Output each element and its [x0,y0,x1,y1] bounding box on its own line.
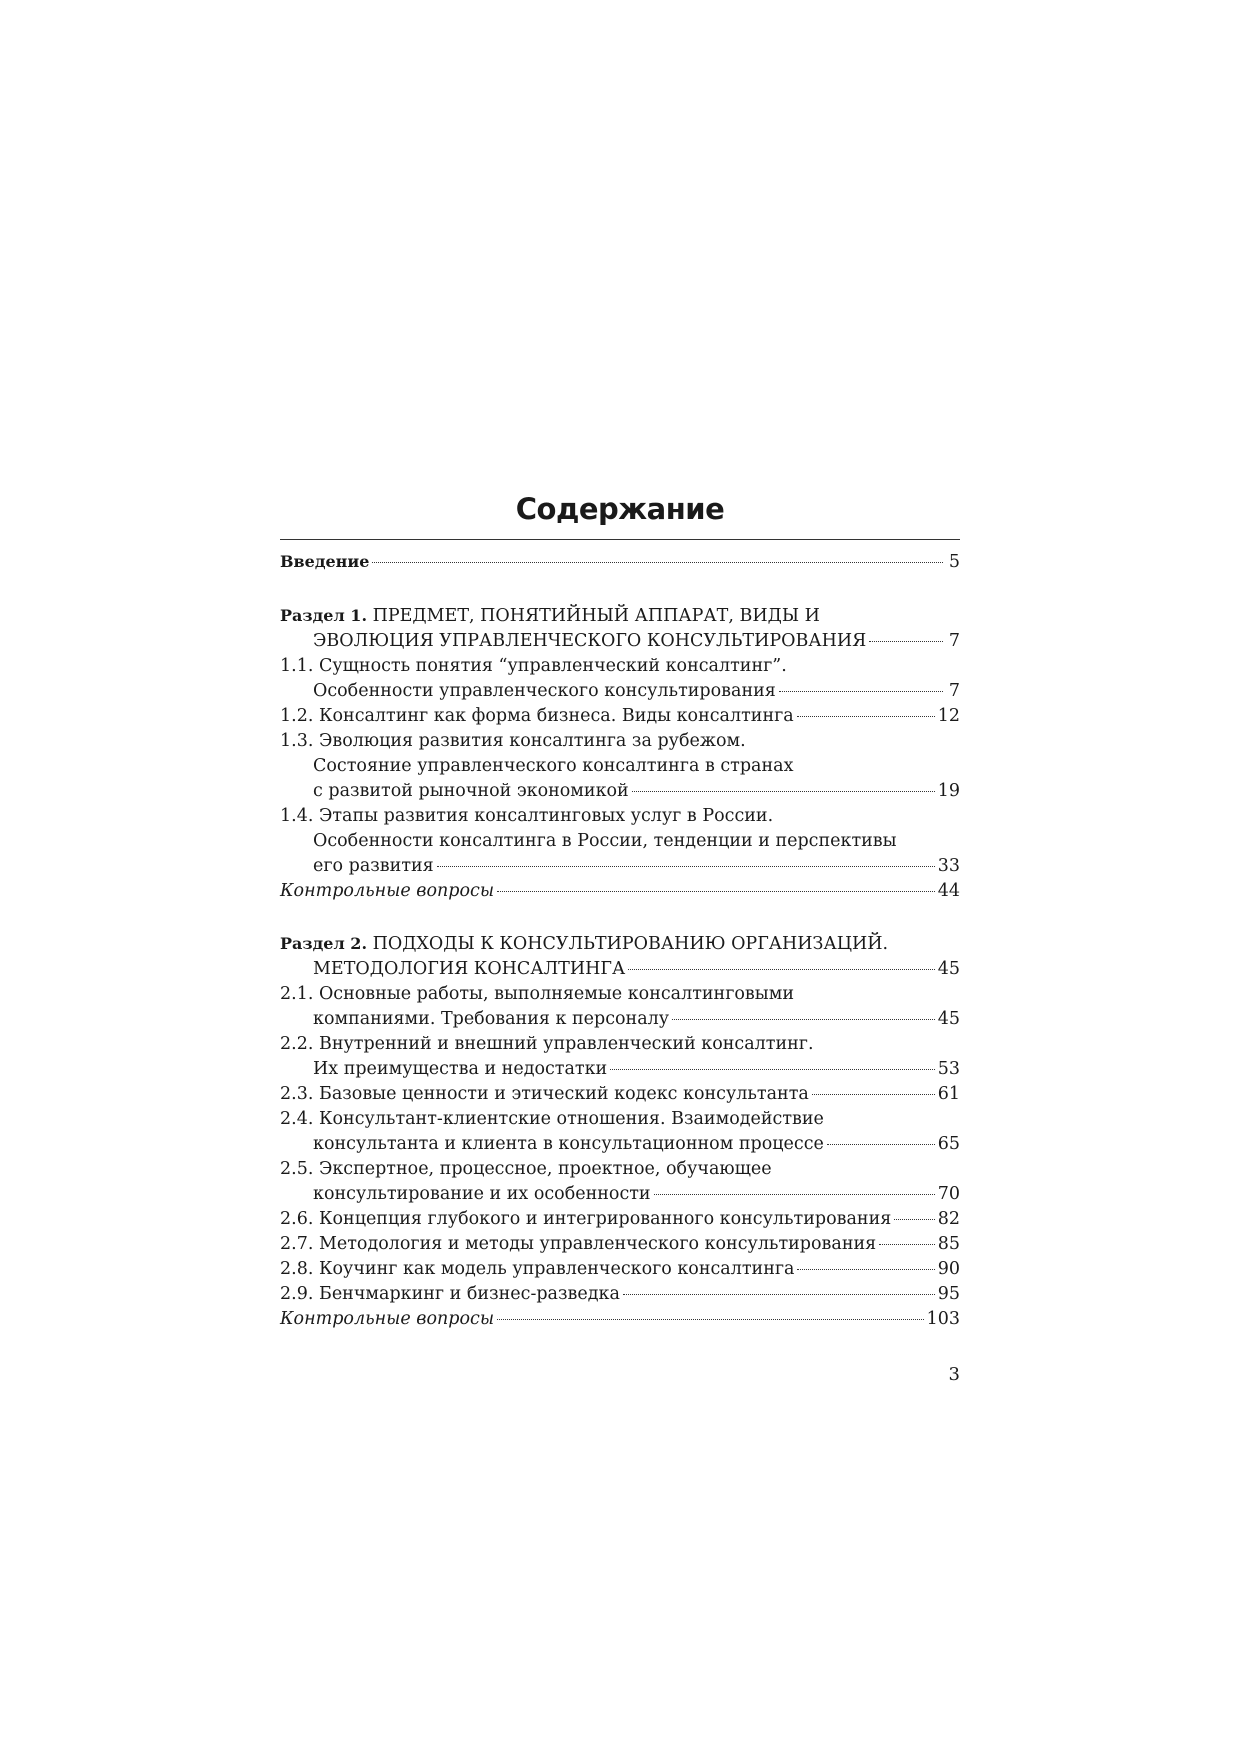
entry-text: Состояние управленческого консалтинга в странах [313,756,794,776]
entry-text: с развитой рыночной экономикой [313,781,629,801]
entry-page: 95 [937,1284,960,1304]
toc-entry[interactable] [280,1256,960,1282]
entry-text: 1.1. Сущность понятия “управленческий консалтинг”. [280,656,787,676]
section-1-heading[interactable] [280,603,960,629]
questions-page: 103 [926,1309,960,1329]
entry-page: 7 [948,681,960,701]
toc-entry[interactable] [280,1106,960,1132]
dot-leader [879,1244,935,1245]
entry-text: 2.8. Коучинг как модель управленческого консалтинга [280,1259,795,1279]
entry-text: 2.7. Методология и методы управленческого консультирования [280,1234,877,1254]
entry-page: 65 [937,1134,960,1154]
toc-entry[interactable] [313,1131,960,1157]
entry-page: 82 [937,1209,960,1229]
entry-page: 61 [937,1084,960,1104]
toc-entry[interactable] [313,678,960,704]
entry-page: 85 [937,1234,960,1254]
dot-leader [894,1219,934,1220]
dot-leader [827,1144,935,1145]
entry-text: его развития [313,856,434,876]
dot-leader [623,1294,935,1295]
toc-entry-questions[interactable] [280,878,960,904]
entry-text: 2.6. Концепция глубокого и интегрированного консультирования [280,1209,892,1229]
toc-entry[interactable] [280,981,960,1007]
dot-leader [797,1269,934,1270]
questions-page: 44 [937,881,960,901]
entry-text: Их преимущества и недостатки [313,1059,608,1079]
toc-entry-intro[interactable] [280,549,960,575]
section-2-title-line1: ПОДХОДЫ К КОНСУЛЬТИРОВАНИЮ ОРГАНИЗАЦИЙ. [372,934,889,954]
section-1-heading-cont[interactable] [313,628,960,654]
dot-leader [797,716,935,717]
dot-leader [372,562,943,563]
toc-entry[interactable] [280,1231,960,1257]
toc-entry[interactable] [313,1006,960,1032]
entry-text: 2.1. Основные работы, выполняемые консалтинговыми [280,984,794,1004]
section-2-heading-cont[interactable] [313,956,960,982]
dot-leader [632,791,935,792]
entry-text: 1.2. Консалтинг как форма бизнеса. Виды консалтинга [280,706,794,726]
dot-leader [437,866,935,867]
entry-text: Особенности управленческого консультирования [313,681,776,701]
page-title: Содержание [515,492,725,526]
entry-page: 70 [937,1184,960,1204]
entry-text: 1.4. Этапы развития консалтинговых услуг в России. [280,806,774,826]
questions-label: Контрольные вопросы [280,1309,495,1329]
entry-text: 2.3. Базовые ценности и этический кодекс консультанта [280,1084,809,1104]
dot-leader [628,969,935,970]
dot-leader [779,691,943,692]
section-1-page: 7 [948,631,960,651]
entry-text: 2.2. Внутренний и внешний управленческий консалтинг. [280,1034,814,1054]
section-2-title-line2: МЕТОДОЛОГИЯ КОНСАЛТИНГА [313,959,626,979]
section-1-title-line2: ЭВОЛЮЦИЯ УПРАВЛЕНЧЕСКОГО КОНСУЛЬТИРОВАНИЯ [313,631,867,651]
toc-entry[interactable] [280,1206,960,1232]
toc-entry[interactable] [280,703,960,729]
toc-entry[interactable] [313,828,960,854]
section-2-heading[interactable] [280,931,960,957]
toc-entry[interactable] [280,653,960,679]
toc-entry[interactable] [280,1156,960,1182]
toc-entry[interactable] [280,1081,960,1107]
section-2-page: 45 [937,959,960,979]
dot-leader [654,1194,935,1195]
toc-entry[interactable] [313,1181,960,1207]
entry-text: консультанта и клиента в консультационном процессе [313,1134,824,1154]
entry-text: компаниями. Требования к персоналу [313,1009,670,1029]
toc-entry-questions[interactable] [280,1306,960,1332]
section-1-prefix: Раздел 1. [280,606,368,625]
entry-text: 1.3. Эволюция развития консалтинга за рубежом. [280,731,746,751]
toc-entry[interactable] [313,853,960,879]
entry-text: Особенности консалтинга в России, тенденции и перспективы [313,831,897,851]
dot-leader [610,1069,935,1070]
entry-page: 33 [937,856,960,876]
toc-entry[interactable] [280,1281,960,1307]
entry-text: 2.4. Консультант-клиентские отношения. Взаимодействие [280,1109,824,1129]
entry-page: 45 [937,1009,960,1029]
entry-page: 53 [937,1059,960,1079]
entry-page: 90 [937,1259,960,1279]
toc-entry[interactable] [313,1056,960,1082]
entry-page: 19 [937,781,960,801]
toc-entry[interactable] [280,803,960,829]
intro-label: Введение [280,552,370,571]
dot-leader [497,1319,924,1320]
page-number: 3 [948,1364,960,1385]
questions-label: Контрольные вопросы [280,881,495,901]
toc-entry[interactable] [313,753,960,779]
title-rule [280,539,960,540]
entry-page: 12 [937,706,960,726]
toc-entry[interactable] [280,728,960,754]
dot-leader [812,1094,935,1095]
dot-leader [497,891,935,892]
section-2-prefix: Раздел 2. [280,934,368,953]
entry-text: 2.9. Бенчмаркинг и бизнес-разведка [280,1284,620,1304]
toc-entry[interactable] [280,1031,960,1057]
toc-entry[interactable] [313,778,960,804]
intro-page: 5 [948,552,960,572]
section-1-title-line1: ПРЕДМЕТ, ПОНЯТИЙНЫЙ АППАРАТ, ВИДЫ И [372,606,820,626]
dot-leader [869,641,943,642]
entry-text: 2.5. Экспертное, процессное, проектное, обучающее [280,1159,772,1179]
dot-leader [672,1019,935,1020]
entry-text: консультирование и их особенности [313,1184,651,1204]
